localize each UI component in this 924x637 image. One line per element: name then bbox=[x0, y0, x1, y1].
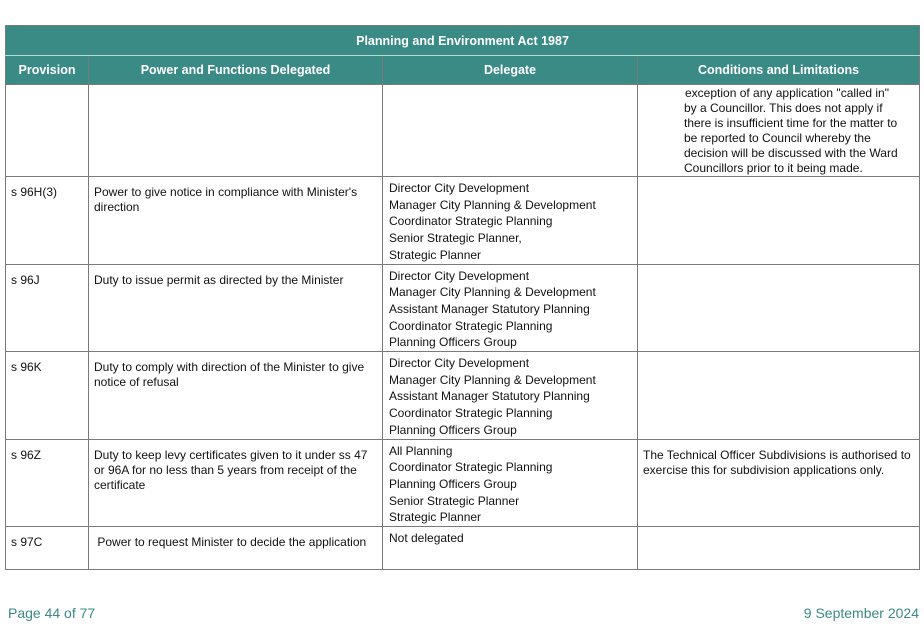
delegate-item: Planning Officers Group bbox=[389, 335, 517, 350]
table-row bbox=[6, 177, 920, 265]
delegate-item: Strategic Planner bbox=[389, 247, 482, 262]
delegate-item: Planning Officers Group bbox=[389, 476, 517, 491]
table-title: Planning and Environment Act 1987 bbox=[6, 26, 920, 56]
delegate-item: Planning Officers Group bbox=[389, 422, 517, 437]
table-row bbox=[6, 352, 920, 440]
provision-cell: s 97C bbox=[6, 527, 89, 570]
delegate-item: Not delegated bbox=[389, 531, 464, 546]
column-header-power: Power and Functions Delegated bbox=[89, 56, 383, 85]
power-cell bbox=[89, 85, 383, 177]
delegate-cell bbox=[383, 352, 638, 440]
column-header-delegate: Delegate bbox=[383, 56, 638, 85]
conditions-line: there is insufficient time for the matter to bbox=[684, 116, 898, 130]
delegate-cell bbox=[383, 177, 638, 265]
conditions-line: be reported to Council whereby the bbox=[684, 131, 871, 145]
power-cell: Power to request Minister to decide the application bbox=[89, 527, 383, 570]
table-row bbox=[6, 439, 920, 527]
conditions-line: exception of any application "called in" bbox=[685, 86, 889, 100]
delegate-cell bbox=[383, 439, 638, 527]
table-row bbox=[6, 85, 920, 177]
delegate-item: Director City Development bbox=[389, 181, 530, 195]
power-cell: Duty to keep levy certificates given to it under ss 47 or 96A for no less than 5 years from receipt of the certificate bbox=[89, 439, 383, 527]
conditions-line: Councillors prior to it being made. bbox=[684, 161, 863, 175]
document-date: 9 September 2024 bbox=[803, 605, 919, 621]
power-cell: Power to give notice in compliance with Minister's direction bbox=[89, 177, 383, 265]
delegate-item: Manager City Planning & Development bbox=[389, 372, 596, 387]
provision-cell: s 96Z bbox=[6, 439, 89, 527]
delegate-item: Coordinator Strategic Planning bbox=[389, 460, 553, 475]
conditions-cell bbox=[638, 352, 920, 440]
delegate-item: Assistant Manager Statutory Planning bbox=[389, 301, 590, 316]
conditions-line: by a Councillor. This does not apply if bbox=[684, 101, 883, 115]
delegate-item: Director City Development bbox=[389, 268, 530, 283]
delegate-item: All Planning bbox=[389, 443, 453, 458]
conditions-cell: The Technical Officer Subdivisions is authorised to exercise this for subdivision applications only. bbox=[638, 439, 920, 527]
delegate-item: Coordinator Strategic Planning bbox=[389, 214, 553, 229]
delegate-item: Manager City Planning & Development bbox=[389, 285, 596, 300]
power-cell: Duty to comply with direction of the Minister to give notice of refusal bbox=[89, 352, 383, 440]
delegate-cell bbox=[383, 527, 638, 570]
delegate-item: Coordinator Strategic Planning bbox=[389, 406, 553, 421]
column-header-provision: Provision bbox=[6, 56, 89, 85]
delegate-item: Assistant Manager Statutory Planning bbox=[389, 389, 590, 404]
delegate-item: Senior Strategic Planner bbox=[389, 493, 520, 508]
table-row bbox=[6, 527, 920, 570]
provision-cell bbox=[6, 85, 89, 177]
conditions-cell bbox=[638, 264, 920, 352]
delegate-item: Manager City Planning & Development bbox=[389, 197, 596, 212]
delegation-table bbox=[5, 25, 920, 570]
conditions-cell bbox=[638, 85, 920, 177]
delegate-cell bbox=[383, 264, 638, 352]
delegate-item: Coordinator Strategic Planning bbox=[389, 318, 553, 333]
column-header-conditions: Conditions and Limitations bbox=[638, 56, 920, 85]
page-number: Page 44 of 77 bbox=[8, 605, 96, 621]
provision-cell: s 96J bbox=[6, 264, 89, 352]
provision-cell: s 96K bbox=[6, 352, 89, 440]
conditions-cell bbox=[638, 177, 920, 265]
conditions-cell bbox=[638, 527, 920, 570]
conditions-line: decision will be discussed with the Ward bbox=[684, 146, 898, 160]
power-cell: Duty to issue permit as directed by the Minister bbox=[89, 264, 383, 352]
delegate-item: Director City Development bbox=[389, 356, 530, 371]
delegate-item: Strategic Planner bbox=[389, 510, 482, 525]
provision-cell: s 96H(3) bbox=[6, 177, 89, 265]
delegate-cell bbox=[383, 85, 638, 177]
delegate-item: Senior Strategic Planner, bbox=[389, 231, 522, 246]
table-row bbox=[6, 264, 920, 352]
